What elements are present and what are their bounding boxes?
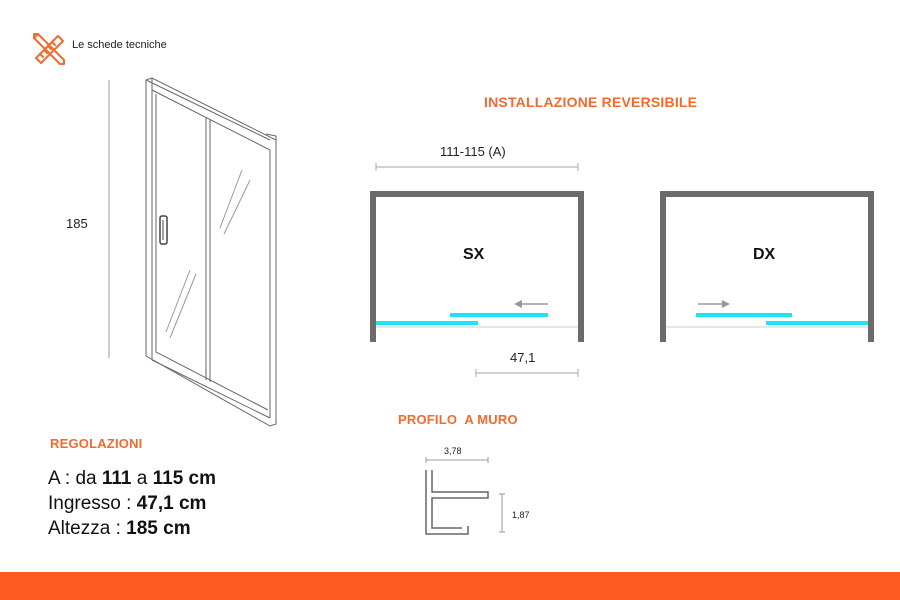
spec-altezza (48, 516, 191, 542)
spec-a-min: 111 (101, 468, 132, 489)
pencil-ruler-icon (30, 28, 70, 68)
spec-a-max: 115 cm (152, 468, 217, 489)
product-height-label: 185 (66, 216, 88, 231)
spec-altezza-value: 185 cm (126, 518, 191, 539)
arrow-right-icon (698, 300, 730, 308)
spec-ingresso-prefix: Ingresso : (48, 493, 137, 514)
spec-a-mid: a (131, 468, 153, 489)
entry-dimension-label: 47,1 (510, 350, 536, 365)
profile-width-label: 3,78 (444, 446, 462, 456)
dx-diagram (658, 186, 878, 346)
sx-label: SX (463, 246, 485, 263)
footer-bar (0, 572, 900, 600)
regolazioni-title: REGOLAZIONI (50, 436, 143, 451)
width-dimension-label: 111-115 (A) (440, 144, 506, 159)
installation-title: INSTALLAZIONE REVERSIBILE (484, 94, 698, 110)
shower-door-illustration (100, 70, 290, 430)
spec-a-prefix: A : da (48, 468, 102, 489)
profile-title: PROFILO A MURO (398, 412, 518, 427)
spec-ingresso (48, 491, 206, 517)
sx-diagram (368, 186, 588, 346)
brand-text: Le schede tecniche (72, 39, 167, 51)
arrow-left-icon (514, 300, 548, 308)
entry-dimension-line (476, 366, 578, 378)
width-dimension-line (376, 160, 578, 172)
profile-height-label: 1,87 (512, 510, 530, 520)
dx-label: DX (753, 246, 776, 263)
profile-drawing (418, 454, 508, 544)
spec-ingresso-value: 47,1 cm (136, 493, 207, 514)
brand-logo (30, 28, 70, 68)
spec-a (48, 466, 216, 492)
spec-altezza-prefix: Altezza : (48, 518, 127, 539)
